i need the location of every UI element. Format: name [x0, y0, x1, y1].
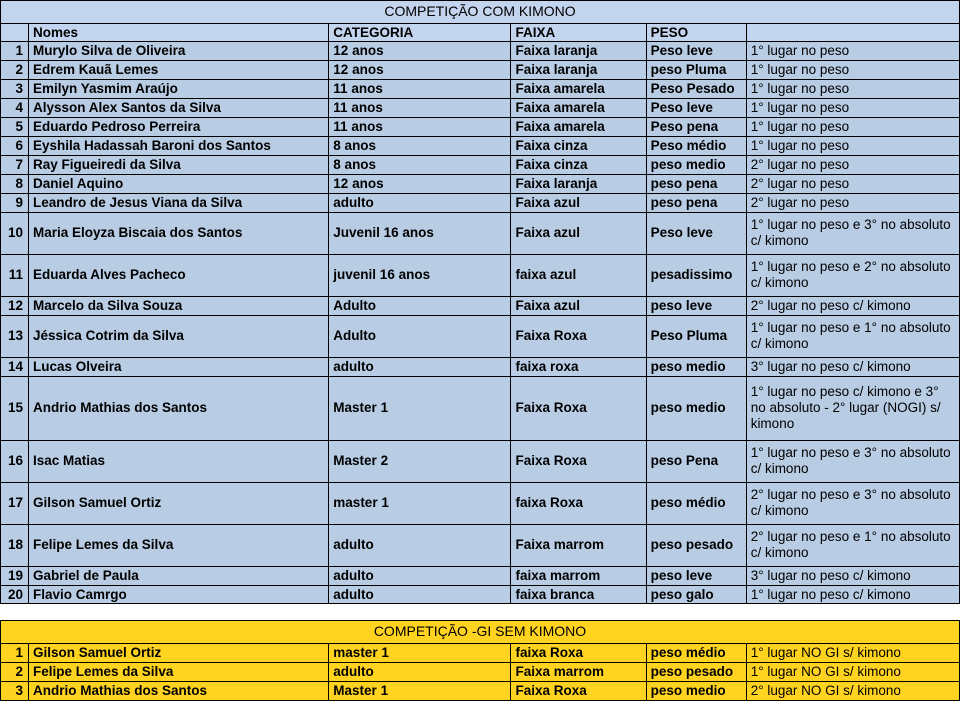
- row-observacao: 2° lugar no peso: [746, 193, 959, 212]
- header-faixa: FAIXA: [511, 23, 646, 42]
- row-peso: Peso leve: [646, 212, 746, 254]
- row-peso: peso medio: [646, 376, 746, 440]
- row-faixa: faixa roxa: [511, 357, 646, 376]
- row-nome: Daniel Aquino: [29, 174, 329, 193]
- row-categoria: adulto: [329, 193, 511, 212]
- row-categoria: 11 anos: [329, 118, 511, 137]
- row-observacao: 1° lugar no peso: [746, 42, 959, 61]
- row-faixa: Faixa Roxa: [511, 315, 646, 357]
- row-peso: peso leve: [646, 296, 746, 315]
- row-peso: peso pesado: [646, 662, 746, 681]
- row-index: 5: [1, 118, 29, 137]
- row-faixa: Faixa Roxa: [511, 681, 646, 700]
- row-index: 1: [1, 643, 29, 662]
- row-faixa: faixa marrom: [511, 566, 646, 585]
- row-peso: peso leve: [646, 566, 746, 585]
- table-row: [1, 42, 960, 61]
- row-categoria: 11 anos: [329, 99, 511, 118]
- row-nome: Felipe Lemes da Silva: [29, 662, 329, 681]
- nogi-title-row: [1, 621, 960, 644]
- row-observacao: 1° lugar no peso c/ kimono: [746, 585, 959, 604]
- table-row: [1, 376, 960, 440]
- row-nome: Murylo Silva de Oliveira: [29, 42, 329, 61]
- row-index: 3: [1, 681, 29, 700]
- row-index: 14: [1, 357, 29, 376]
- row-index: 20: [1, 585, 29, 604]
- row-faixa: faixa branca: [511, 585, 646, 604]
- row-nome: Maria Eloyza Biscaia dos Santos: [29, 212, 329, 254]
- row-index: 18: [1, 524, 29, 566]
- row-categoria: 11 anos: [329, 80, 511, 99]
- row-observacao: 2° lugar no peso c/ kimono: [746, 296, 959, 315]
- row-peso: Peso médio: [646, 137, 746, 156]
- row-index: 17: [1, 482, 29, 524]
- table-row: [1, 440, 960, 482]
- row-categoria: master 1: [329, 643, 511, 662]
- nogi-title: COMPETIÇÃO -GI SEM KIMONO: [1, 621, 960, 644]
- row-observacao: 2° lugar no peso: [746, 155, 959, 174]
- row-faixa: Faixa amarela: [511, 80, 646, 99]
- header-peso: PESO: [646, 23, 746, 42]
- row-index: 15: [1, 376, 29, 440]
- table-row: [1, 212, 960, 254]
- row-categoria: 12 anos: [329, 174, 511, 193]
- header-nomes: Nomes: [29, 23, 329, 42]
- row-observacao: 2° lugar no peso e 1° no absoluto c/ kimono: [746, 524, 959, 566]
- nogi-table: [0, 620, 960, 700]
- row-nome: Marcelo da Silva Souza: [29, 296, 329, 315]
- row-peso: peso Pena: [646, 440, 746, 482]
- row-peso: Peso Pesado: [646, 80, 746, 99]
- row-observacao: 1° lugar no peso: [746, 118, 959, 137]
- row-peso: peso medio: [646, 155, 746, 174]
- kimono-header-row: [1, 23, 960, 42]
- row-observacao: 1° lugar no peso e 1° no absoluto c/ kimono: [746, 315, 959, 357]
- row-index: 11: [1, 254, 29, 296]
- row-index: 6: [1, 137, 29, 156]
- row-nome: Gilson Samuel Ortiz: [29, 643, 329, 662]
- row-peso: peso medio: [646, 681, 746, 700]
- row-observacao: 1° lugar no peso: [746, 137, 959, 156]
- row-faixa: faixa Roxa: [511, 482, 646, 524]
- row-categoria: 8 anos: [329, 155, 511, 174]
- row-faixa: Faixa Roxa: [511, 440, 646, 482]
- row-observacao: 2° lugar no peso e 3° no absoluto c/ kimono: [746, 482, 959, 524]
- table-row: [1, 315, 960, 357]
- row-categoria: Juvenil 16 anos: [329, 212, 511, 254]
- header-categoria: CATEGORIA: [329, 23, 511, 42]
- table-row: [1, 296, 960, 315]
- row-faixa: Faixa cinza: [511, 155, 646, 174]
- row-peso: Peso leve: [646, 99, 746, 118]
- row-observacao: 1° lugar no peso e 3° no absoluto c/ kimono: [746, 440, 959, 482]
- row-nome: Eduarda Alves Pacheco: [29, 254, 329, 296]
- row-nome: Gabriel de Paula: [29, 566, 329, 585]
- row-observacao: 1° lugar no peso: [746, 99, 959, 118]
- table-row: [1, 524, 960, 566]
- row-categoria: adulto: [329, 524, 511, 566]
- row-nome: Isac Matias: [29, 440, 329, 482]
- row-categoria: Master 1: [329, 681, 511, 700]
- row-faixa: Faixa amarela: [511, 118, 646, 137]
- row-nome: Lucas Olveira: [29, 357, 329, 376]
- row-peso: peso médio: [646, 482, 746, 524]
- row-categoria: 12 anos: [329, 42, 511, 61]
- row-index: 3: [1, 80, 29, 99]
- row-index: 9: [1, 193, 29, 212]
- table-row: [1, 585, 960, 604]
- row-faixa: faixa azul: [511, 254, 646, 296]
- row-faixa: Faixa azul: [511, 193, 646, 212]
- row-peso: peso pesado: [646, 524, 746, 566]
- row-nome: Felipe Lemes da Silva: [29, 524, 329, 566]
- table-row: [1, 99, 960, 118]
- row-faixa: Faixa laranja: [511, 174, 646, 193]
- row-faixa: Faixa azul: [511, 296, 646, 315]
- row-observacao: 1° lugar no peso e 3° no absoluto c/ kimono: [746, 212, 959, 254]
- table-gap: [0, 604, 960, 620]
- row-peso: peso médio: [646, 643, 746, 662]
- table-row: [1, 80, 960, 99]
- row-categoria: adulto: [329, 357, 511, 376]
- row-categoria: Adulto: [329, 296, 511, 315]
- row-nome: Flavio Camrgo: [29, 585, 329, 604]
- row-index: 19: [1, 566, 29, 585]
- row-nome: Emilyn Yasmim Araújo: [29, 80, 329, 99]
- header-index: [1, 23, 29, 42]
- row-peso: Peso leve: [646, 42, 746, 61]
- row-nome: Gilson Samuel Ortiz: [29, 482, 329, 524]
- row-categoria: adulto: [329, 566, 511, 585]
- row-categoria: juvenil 16 anos: [329, 254, 511, 296]
- row-categoria: Master 2: [329, 440, 511, 482]
- table-row: [1, 662, 960, 681]
- table-row: [1, 254, 960, 296]
- row-faixa: Faixa marrom: [511, 524, 646, 566]
- row-faixa: Faixa Roxa: [511, 376, 646, 440]
- row-nome: Ray Figueiredi da Silva: [29, 155, 329, 174]
- row-faixa: Faixa marrom: [511, 662, 646, 681]
- row-peso: peso pena: [646, 174, 746, 193]
- row-peso: Peso Pluma: [646, 315, 746, 357]
- row-nome: Eyshila Hadassah Baroni dos Santos: [29, 137, 329, 156]
- table-row: [1, 643, 960, 662]
- row-categoria: 12 anos: [329, 61, 511, 80]
- row-peso: peso pena: [646, 193, 746, 212]
- row-nome: Leandro de Jesus Viana da Silva: [29, 193, 329, 212]
- row-nome: Alysson Alex Santos da Silva: [29, 99, 329, 118]
- row-peso: peso Pluma: [646, 61, 746, 80]
- row-faixa: Faixa azul: [511, 212, 646, 254]
- row-nome: Edrem Kauã Lemes: [29, 61, 329, 80]
- row-observacao: 1° lugar NO GI s/ kimono: [746, 662, 959, 681]
- table-row: [1, 155, 960, 174]
- row-peso: Peso pena: [646, 118, 746, 137]
- row-index: 7: [1, 155, 29, 174]
- table-row: [1, 482, 960, 524]
- row-peso: peso galo: [646, 585, 746, 604]
- header-observacao: [746, 23, 959, 42]
- row-categoria: master 1: [329, 482, 511, 524]
- row-faixa: Faixa amarela: [511, 99, 646, 118]
- row-index: 2: [1, 61, 29, 80]
- row-observacao: 2° lugar no peso: [746, 174, 959, 193]
- table-row: [1, 137, 960, 156]
- row-index: 2: [1, 662, 29, 681]
- row-categoria: Adulto: [329, 315, 511, 357]
- row-index: 4: [1, 99, 29, 118]
- kimono-title: COMPETIÇÃO COM KIMONO: [1, 1, 960, 24]
- row-index: 13: [1, 315, 29, 357]
- row-index: 8: [1, 174, 29, 193]
- row-categoria: Master 1: [329, 376, 511, 440]
- row-nome: Andrio Mathias dos Santos: [29, 681, 329, 700]
- kimono-title-row: [1, 1, 960, 24]
- nogi-section: [0, 620, 960, 700]
- row-observacao: 1° lugar NO GI s/ kimono: [746, 643, 959, 662]
- row-observacao: 1° lugar no peso: [746, 61, 959, 80]
- table-row: [1, 566, 960, 585]
- row-nome: Eduardo Pedroso Perreira: [29, 118, 329, 137]
- row-faixa: Faixa cinza: [511, 137, 646, 156]
- row-index: 16: [1, 440, 29, 482]
- row-observacao: 1° lugar no peso c/ kimono e 3° no absoluto - 2° lugar (NOGI) s/ kimono: [746, 376, 959, 440]
- row-observacao: 3° lugar no peso c/ kimono: [746, 566, 959, 585]
- table-row: [1, 357, 960, 376]
- row-index: 12: [1, 296, 29, 315]
- row-faixa: faixa Roxa: [511, 643, 646, 662]
- row-observacao: 1° lugar no peso: [746, 80, 959, 99]
- row-observacao: 1° lugar no peso e 2° no absoluto c/ kimono: [746, 254, 959, 296]
- row-index: 1: [1, 42, 29, 61]
- row-observacao: 3° lugar no peso c/ kimono: [746, 357, 959, 376]
- row-categoria: adulto: [329, 585, 511, 604]
- table-row: [1, 681, 960, 700]
- table-row: [1, 118, 960, 137]
- row-faixa: Faixa laranja: [511, 42, 646, 61]
- row-nome: Andrio Mathias dos Santos: [29, 376, 329, 440]
- row-categoria: adulto: [329, 662, 511, 681]
- row-peso: peso medio: [646, 357, 746, 376]
- row-nome: Jéssica Cotrim da Silva: [29, 315, 329, 357]
- row-observacao: 2° lugar NO GI s/ kimono: [746, 681, 959, 700]
- row-categoria: 8 anos: [329, 137, 511, 156]
- row-peso: pesadissimo: [646, 254, 746, 296]
- table-row: [1, 193, 960, 212]
- row-faixa: Faixa laranja: [511, 61, 646, 80]
- table-row: [1, 61, 960, 80]
- table-row: [1, 174, 960, 193]
- row-index: 10: [1, 212, 29, 254]
